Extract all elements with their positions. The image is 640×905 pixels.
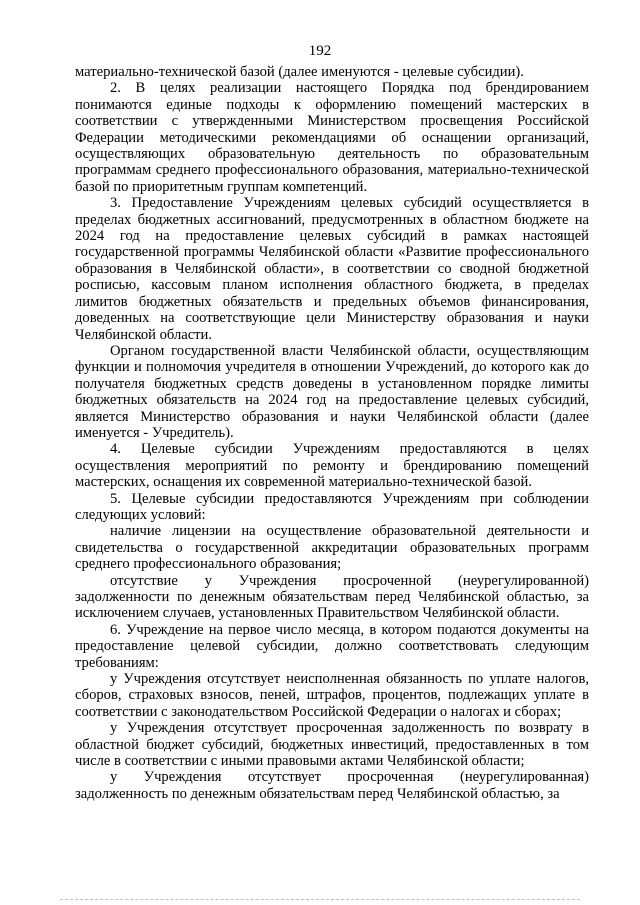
paragraph: 3. Предоставление Учреждениям целевых субсидий осуществляется в пределах бюджетных ассигнований, предусмотренных в областном бюджете на 2024 год на предоставление целевых субсидий в рамках настоящей государственной программы Челябинской области «Развитие профессионального образования в Челябинской области», в соответствии со сводной бюджетной росписью, кассовым планом исполнения областного бюджета, в пределах лимитов бюджетных обязательств и предельных объемов финансирования, доведенных на соответствующие цели Министерству образования и науки Челябинской области. — [75, 195, 589, 343]
paragraph: отсутствие у Учреждения просроченной (неурегулированной) задолженности по денежным обязательствам перед Челябинской областью, за исключением случаев, установленных Правительством Челябинской области. — [75, 572, 589, 622]
paragraph: 2. В целях реализации настоящего Порядка под брендированием понимаются единые подходы к оформлению помещений мастерских в соответствии с утвержденными Министерством просвещения Российской Федерации методическими рекомендациями об оснащении организаций, осуществляющих образовательную деятельность по образовательным программам среднего профессионального образования, материально-технической базой по приоритетным группам компетенций. — [75, 80, 589, 195]
paragraph: материально-технической базой (далее именуются - целевые субсидии). — [75, 64, 524, 80]
paragraph: у Учреждения отсутствует неисполненная обязанность по уплате налогов, сборов, страховых взносов, пеней, штрафов, процентов, подлежащих уплате в соответствии с законодательством Российской Федерации о налогах и сборах; — [75, 671, 589, 720]
paragraph: 6. Учреждение на первое число месяца, в котором подаются документы на предоставление целевой субсидии, должно соответствовать следующим требованиям: — [75, 621, 589, 671]
page-number: 192 — [308, 43, 332, 59]
paragraph: 4. Целевые субсидии Учреждениям предоставляются в целях осуществления мероприятий по ремонту и брендированию помещений мастерских, оснащения их современной материально-технической базой. — [75, 441, 589, 491]
paragraph: наличие лицензии на осуществление образовательной деятельности и свидетельства о государственной аккредитации образовательных программ среднего профессионального образования; — [75, 523, 589, 573]
paragraph: у Учреждения отсутствует просроченная (неурегулированная) задолженность по денежным обязательствам перед Челябинской областью, за — [75, 769, 589, 802]
paragraph: 5. Целевые субсидии предоставляются Учреждениям при соблюдении следующих условий: — [75, 490, 589, 523]
page-bottom-edge — [60, 899, 580, 901]
document-body — [75, 64, 589, 802]
paragraph: Органом государственной власти Челябинской области, осуществляющим функции и полномочия учредителя в отношении Учреждений, до которого как до получателя бюджетных средств доведены в установленном порядке лимиты бюджетных обязательств на 2024 год на предоставление целевых субсидий, является Министерство образования и науки Челябинской области (далее именуется - Учредитель). — [75, 342, 589, 441]
paragraph: у Учреждения отсутствует просроченная задолженность по возврату в областной бюджет субсидий, бюджетных инвестиций, предоставленных в том числе в соответствии с иными правовыми актами Челябинской области; — [75, 720, 589, 770]
